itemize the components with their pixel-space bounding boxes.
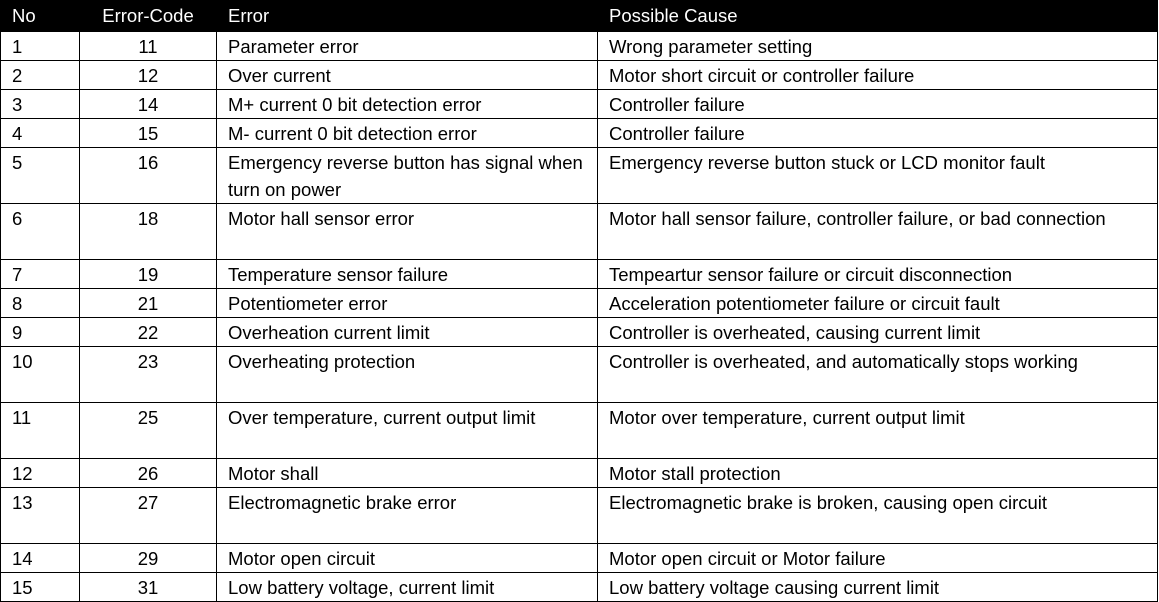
cell-possible-cause: Emergency reverse button stuck or LCD monitor fault bbox=[598, 148, 1158, 204]
cell-no: 15 bbox=[1, 573, 80, 602]
cell-no: 6 bbox=[1, 204, 80, 260]
cell-error-code: 11 bbox=[80, 32, 217, 61]
cell-error: Over current bbox=[217, 61, 598, 90]
header-error-code: Error-Code bbox=[80, 1, 217, 32]
table-row bbox=[1, 318, 1158, 347]
cell-error: Parameter error bbox=[217, 32, 598, 61]
header-row bbox=[1, 1, 1158, 32]
cell-error-code: 12 bbox=[80, 61, 217, 90]
cell-possible-cause: Wrong parameter setting bbox=[598, 32, 1158, 61]
cell-possible-cause: Motor open circuit or Motor failure bbox=[598, 544, 1158, 573]
cell-error: Motor hall sensor error bbox=[217, 204, 598, 260]
table-row bbox=[1, 260, 1158, 289]
cell-error: Motor shall bbox=[217, 459, 598, 488]
cell-error-code: 16 bbox=[80, 148, 217, 204]
cell-no: 12 bbox=[1, 459, 80, 488]
cell-error: Motor open circuit bbox=[217, 544, 598, 573]
table-row bbox=[1, 289, 1158, 318]
cell-error-code: 26 bbox=[80, 459, 217, 488]
cell-possible-cause: Acceleration potentiometer failure or circuit fault bbox=[598, 289, 1158, 318]
table-row bbox=[1, 148, 1158, 204]
cell-no: 10 bbox=[1, 347, 80, 403]
table-row bbox=[1, 573, 1158, 602]
cell-error: M+ current 0 bit detection error bbox=[217, 90, 598, 119]
cell-error: Low battery voltage, current limit bbox=[217, 573, 598, 602]
cell-no: 7 bbox=[1, 260, 80, 289]
table-header bbox=[1, 1, 1158, 32]
cell-possible-cause: Tempeartur sensor failure or circuit disconnection bbox=[598, 260, 1158, 289]
cell-possible-cause: Controller is overheated, causing current limit bbox=[598, 318, 1158, 347]
table-row bbox=[1, 204, 1158, 260]
table-row bbox=[1, 544, 1158, 573]
table-row bbox=[1, 90, 1158, 119]
cell-error: M- current 0 bit detection error bbox=[217, 119, 598, 148]
cell-possible-cause: Motor over temperature, current output limit bbox=[598, 403, 1158, 459]
cell-no: 8 bbox=[1, 289, 80, 318]
cell-error-code: 21 bbox=[80, 289, 217, 318]
table-row bbox=[1, 459, 1158, 488]
table-row bbox=[1, 488, 1158, 544]
table-row bbox=[1, 403, 1158, 459]
cell-no: 13 bbox=[1, 488, 80, 544]
cell-no: 2 bbox=[1, 61, 80, 90]
cell-error-code: 29 bbox=[80, 544, 217, 573]
cell-possible-cause: Low battery voltage causing current limit bbox=[598, 573, 1158, 602]
cell-possible-cause: Motor hall sensor failure, controller failure, or bad connection bbox=[598, 204, 1158, 260]
table-body bbox=[1, 32, 1158, 602]
cell-error-code: 23 bbox=[80, 347, 217, 403]
cell-no: 14 bbox=[1, 544, 80, 573]
table-row bbox=[1, 61, 1158, 90]
cell-error-code: 25 bbox=[80, 403, 217, 459]
cell-error: Electromagnetic brake error bbox=[217, 488, 598, 544]
cell-no: 11 bbox=[1, 403, 80, 459]
cell-error-code: 14 bbox=[80, 90, 217, 119]
cell-no: 1 bbox=[1, 32, 80, 61]
cell-error: Potentiometer error bbox=[217, 289, 598, 318]
cell-no: 5 bbox=[1, 148, 80, 204]
cell-possible-cause: Electromagnetic brake is broken, causing open circuit bbox=[598, 488, 1158, 544]
cell-error: Overheation current limit bbox=[217, 318, 598, 347]
cell-possible-cause: Controller failure bbox=[598, 90, 1158, 119]
table-row bbox=[1, 32, 1158, 61]
cell-error-code: 19 bbox=[80, 260, 217, 289]
cell-error-code: 18 bbox=[80, 204, 217, 260]
cell-possible-cause: Motor short circuit or controller failure bbox=[598, 61, 1158, 90]
cell-error: Temperature sensor failure bbox=[217, 260, 598, 289]
table-row bbox=[1, 119, 1158, 148]
header-no: No bbox=[1, 1, 80, 32]
cell-error-code: 31 bbox=[80, 573, 217, 602]
cell-no: 9 bbox=[1, 318, 80, 347]
cell-possible-cause: Controller failure bbox=[598, 119, 1158, 148]
cell-error-code: 22 bbox=[80, 318, 217, 347]
header-possible-cause: Possible Cause bbox=[598, 1, 1158, 32]
table-row bbox=[1, 347, 1158, 403]
cell-error: Emergency reverse button has signal when turn on power bbox=[217, 148, 598, 204]
cell-no: 4 bbox=[1, 119, 80, 148]
cell-possible-cause: Motor stall protection bbox=[598, 459, 1158, 488]
cell-error: Overheating protection bbox=[217, 347, 598, 403]
header-error: Error bbox=[217, 1, 598, 32]
cell-error: Over temperature, current output limit bbox=[217, 403, 598, 459]
cell-error-code: 27 bbox=[80, 488, 217, 544]
cell-no: 3 bbox=[1, 90, 80, 119]
cell-possible-cause: Controller is overheated, and automatically stops working bbox=[598, 347, 1158, 403]
cell-error-code: 15 bbox=[80, 119, 217, 148]
